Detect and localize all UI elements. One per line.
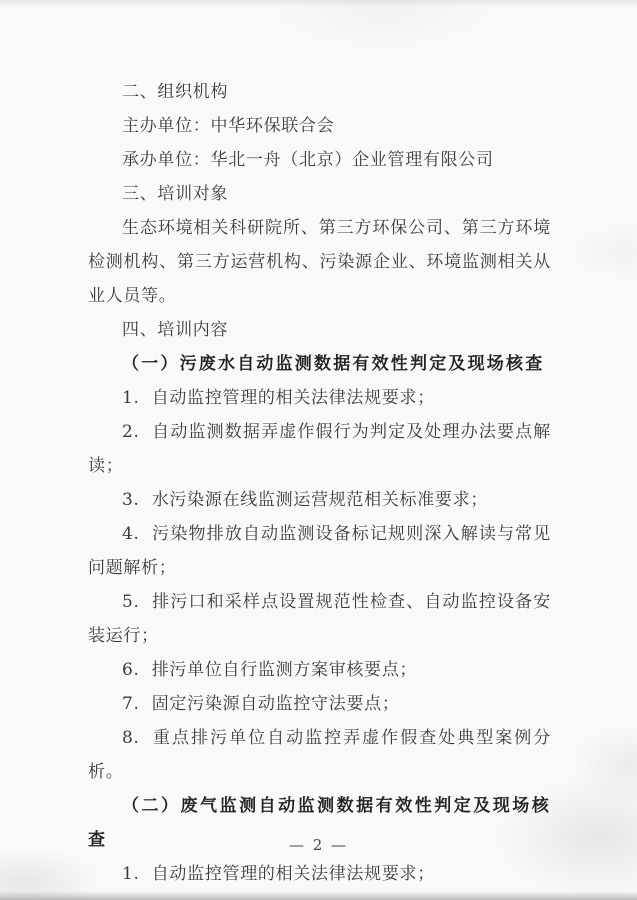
wastewater-item-2: 2. 自动监测数据弄虚作假行为判定及处理办法要点解读； <box>88 422 551 476</box>
section-heading-trainees: 三、培训对象 <box>122 184 229 204</box>
document-body <box>88 75 551 891</box>
wastewater-item-8: 8. 重点排污单位自动监控弄虚作假查处典型案例分析。 <box>88 728 551 782</box>
host-unit-line: 主办单位：中华环保联合会 <box>122 116 335 136</box>
subsection-heading-exhaust-gas: （二）废气监测自动监测数据有效性判定及现场核查 <box>88 796 551 850</box>
wastewater-item-5: 5. 排污口和采样点设置规范性检查、自动监控设备安装运行； <box>88 592 551 646</box>
wastewater-item-3: 3. 水污染源在线监测运营规范相关标准要求； <box>122 490 489 510</box>
subsection-heading-wastewater: （一）污废水自动监测数据有效性判定及现场核查 <box>122 354 545 374</box>
trainees-paragraph: 生态环境相关科研院所、第三方环保公司、第三方环境检测机构、第三方运营机构、污染源企业、环境监测相关从业人员等。 <box>88 218 551 306</box>
exhaust-gas-item-1: 1. 自动监控管理的相关法律法规要求； <box>122 864 435 884</box>
wastewater-item-4: 4. 污染物排放自动监测设备标记规则深入解读与常见问题解析； <box>88 524 551 578</box>
organizer-unit-line: 承办单位：华北一舟（北京）企业管理有限公司 <box>122 150 494 170</box>
wastewater-item-6: 6. 排污单位自行监测方案审核要点； <box>122 660 418 680</box>
section-heading-training-content: 四、培训内容 <box>122 320 229 340</box>
section-heading-organization: 二、组织机构 <box>122 82 229 102</box>
wastewater-item-7: 7. 固定污染源自动监控守法要点； <box>122 694 400 714</box>
wastewater-item-1: 1. 自动监控管理的相关法律法规要求； <box>122 388 435 408</box>
page-number: — 2 — <box>288 836 349 854</box>
